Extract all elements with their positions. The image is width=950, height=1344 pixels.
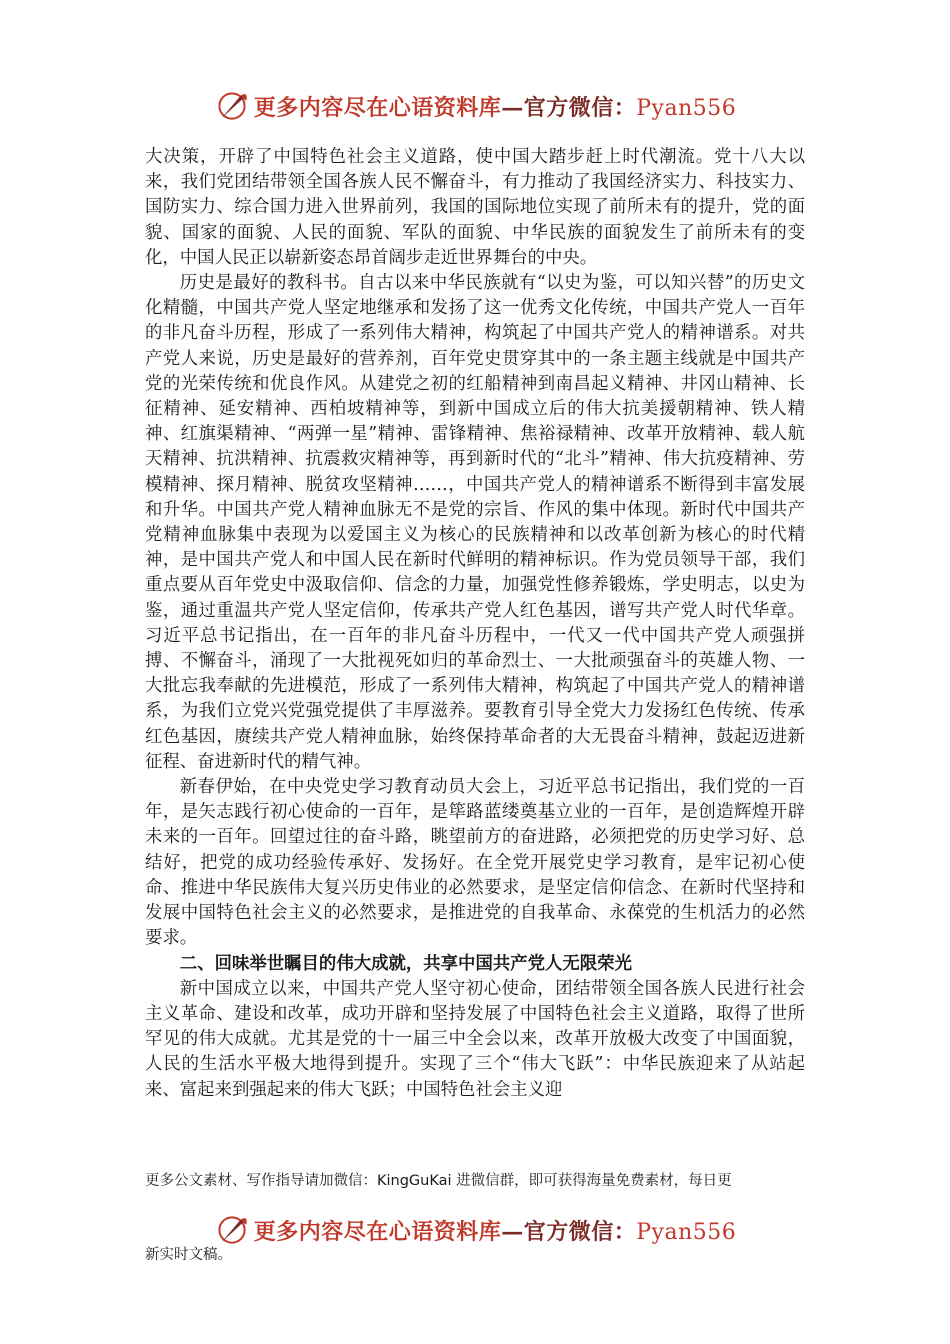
watermark-text [254,91,737,122]
section-heading: 二、回味举世瞩目的伟大成就，共享中国共产党人无限荣光 [179,953,632,974]
document-body [145,145,805,1103]
header-watermark-banner [0,84,950,128]
watermark-main: 更多内容尽在心语资料库 [253,94,502,121]
watermark-text [254,1215,737,1246]
footer-promo-tail: 新实时文稿。 [145,1247,232,1263]
footer-promo-note: 更多公文素材、写作指导请加微信：KingGuKai 进微信群，即可获得海量免费素材，每日更 [145,1173,732,1189]
watermark-dash: — [501,94,524,121]
body-paragraph: 新中国成立以来，中国共产党人坚守初心使命，团结带领全国各族人民进行社会主义革命、建设和改革，成功开辟和坚持发展了中国特色社会主义道路，取得了世所罕见的伟大成就。尤其是党的十一届三中全会以来，改革开放极大改变了中国面貌，人民的生活水平极大地得到提升。实现了三个“伟大飞跃”：中华民族迎来了从站起来、富起来到强起来的伟大飞跃；中国特色社会主义迎 [145,978,805,1100]
watermark-handle: Pyan556 [636,95,737,121]
body-paragraph: 大决策，开辟了中国特色社会主义道路，使中国大踏步赶上时代潮流。党十八大以来，我们党团结带领全国各族人民不懈奋斗，有力推动了我国经济实力、科技实力、国防实力、综合国力进入世界前列，我国的国际地位实现了前所未有的提升，党的面貌、国家的面貌、人民的面貌、军队的面貌、中华民族的面貌发生了前所未有的变化，中国人民正以崭新姿态昂首阔步走近世界舞台的中央。 [145,147,805,268]
watermark-wechat-label: 官方微信： [523,94,637,121]
watermark-wechat-label: 官方微信： [523,1218,637,1245]
watermark-handle: Pyan556 [636,1219,737,1245]
quill-logo-icon [214,88,250,124]
watermark-main: 更多内容尽在心语资料库 [253,1218,502,1245]
body-paragraph: 新春伊始，在中央党史学习教育动员大会上，习近平总书记指出，我们党的一百年，是矢志践行初心使命的一百年，是筚路蓝缕奠基立业的一百年，是创造辉煌开辟未来的一百年。回望过往的奋斗路，眺望前方的奋进路，必须把党的历史学习好、总结好，把党的成功经验传承好、发扬好。在全党开展党史学习教育，是牢记初心使命、推进中华民族伟大复兴历史伟业的必然要求，是坚定信仰信念、在新时代坚持和发展中国特色社会主义的必然要求，是推进党的自我革命、永葆党的生机活力的必然要求。 [145,777,805,949]
watermark-dash: — [501,1218,524,1245]
footer-watermark-banner [0,1208,950,1252]
body-paragraph: 历史是最好的教科书。自古以来中华民族就有“以史为鉴，可以知兴替”的历史文化精髓，中国共产党人坚定地继承和发扬了这一优秀文化传统，中国共产党人一百年的非凡奋斗历程，形成了一系列伟大精神，构筑起了中国共产党人的精神谱系。对共产党人来说，历史是最好的营养剂，百年党史贯穿其中的一条主题主线就是中国共产党的光荣传统和优良作风。从建党之初的红船精神到南昌起义精神、井冈山精神、长征精神、延安精神、西柏坡精神等，到新中国成立后的伟大抗美援朝精神、铁人精神、红旗渠精神、“两弹一星”精神、雷锋精神、焦裕禄精神、改革开放精神、载人航天精神、抗洪精神、抗震救灾精神等，再到新时代的“北斗”精神、伟大抗疫精神、劳模精神、探月精神、脱贫攻坚精神……，中国共产党人的精神谱系不断得到丰富发展和升华。中国共产党人精神血脉无不是党的宗旨、作风的集中体现。新时代中国共产党精神血脉集中表现为以爱国主义为核心的民族精神和以改革创新为核心的时代精神，是中国共产党人和中国人民在新时代鲜明的精神标识。作为党员领导干部，我们重点要从百年党史中汲取信仰、信念的力量，加强党性修养锻炼，学史明志，以史为鉴，通过重温共产党人坚定信仰，传承共产党人红色基因，谱写共产党人时代华章。习近平总书记指出，在一百年的非凡奋斗历程中，一代又一代中国共产党人顽强拼搏、不懈奋斗，涌现了一大批视死如归的革命烈士、一大批顽强奋斗的英雄人物、一大批忘我奉献的先进模范，形成了一系列伟大精神，构筑起了中国共产党人的精神谱系，为我们立党兴党强党提供了丰厚滋养。要教育引导全党大力发扬红色传统、传承红色基因，赓续共产党人精神血脉，始终保持革命者的大无畏奋斗精神，鼓起迈进新征程、奋进新时代的精气神。 [145,273,805,772]
quill-logo-icon [214,1212,250,1248]
